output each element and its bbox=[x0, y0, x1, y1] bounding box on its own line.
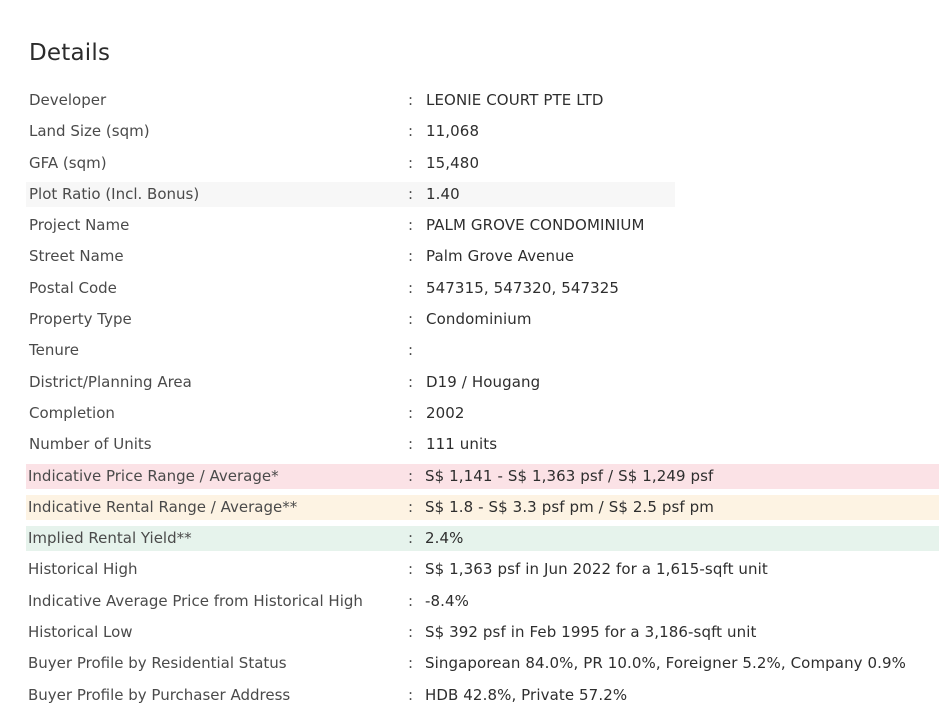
row-historical-low bbox=[0, 617, 943, 648]
row-label: Postal Code bbox=[29, 278, 117, 297]
row-label: Property Type bbox=[29, 310, 132, 329]
row-label: Land Size (sqm) bbox=[29, 122, 150, 141]
row-completion bbox=[0, 398, 943, 429]
row-separator: : bbox=[408, 466, 414, 485]
row-value: PALM GROVE CONDOMINIUM bbox=[426, 216, 645, 235]
row-number-of-units bbox=[0, 429, 943, 460]
row-label: Historical High bbox=[28, 560, 138, 579]
row-label: GFA (sqm) bbox=[29, 153, 107, 172]
row-indicative-rental bbox=[0, 492, 943, 523]
row-label: Developer bbox=[29, 91, 107, 109]
row-separator: : bbox=[408, 497, 414, 516]
row-value: 2.4% bbox=[425, 529, 464, 548]
row-separator: : bbox=[408, 529, 414, 548]
row-value: -8.4% bbox=[425, 591, 470, 610]
row-separator: : bbox=[408, 372, 414, 391]
row-value: Condominium bbox=[426, 310, 532, 329]
row-label: Street Name bbox=[29, 247, 124, 266]
row-implied-yield bbox=[0, 523, 943, 554]
row-separator: : bbox=[408, 654, 414, 673]
row-value: S$ 1,363 psf in Jun 2022 for a 1,615-sqft unit bbox=[425, 560, 768, 579]
row-property-type bbox=[0, 304, 943, 335]
row-separator: : bbox=[408, 216, 414, 235]
row-separator: : bbox=[408, 403, 414, 422]
details-table bbox=[0, 85, 943, 711]
row-developer bbox=[0, 85, 943, 116]
row-separator: : bbox=[408, 591, 414, 610]
row-value: S$ 1.8 - S$ 3.3 psf pm / S$ 2.5 psf pm bbox=[425, 497, 714, 516]
row-separator: : bbox=[408, 122, 414, 141]
row-value: HDB 42.8%, Private 57.2% bbox=[425, 685, 628, 704]
row-value: Palm Grove Avenue bbox=[426, 247, 575, 266]
row-value: 15,480 bbox=[426, 153, 480, 172]
row-gfa bbox=[0, 148, 943, 179]
row-value: Singaporean 84.0%, PR 10.0%, Foreigner 5.2%, Company 0.9% bbox=[425, 654, 907, 673]
row-label: Indicative Average Price from Historical High bbox=[28, 591, 363, 610]
row-label: Plot Ratio (Incl. Bonus) bbox=[29, 184, 200, 203]
row-district bbox=[0, 367, 943, 398]
row-separator: : bbox=[408, 341, 414, 360]
row-street-name bbox=[0, 241, 943, 272]
row-label: Tenure bbox=[29, 341, 79, 360]
row-value: 1.40 bbox=[426, 184, 460, 203]
row-avg-from-high bbox=[0, 586, 943, 617]
row-separator: : bbox=[408, 685, 414, 704]
row-separator: : bbox=[408, 91, 414, 109]
row-separator: : bbox=[408, 184, 414, 203]
row-label: Implied Rental Yield** bbox=[28, 529, 192, 548]
row-plot-ratio bbox=[0, 179, 943, 210]
row-label: Project Name bbox=[29, 216, 130, 235]
row-label: Historical Low bbox=[28, 623, 133, 642]
row-separator: : bbox=[408, 435, 414, 454]
row-historical-high bbox=[0, 554, 943, 585]
row-label: Completion bbox=[29, 403, 115, 422]
row-land-size bbox=[0, 116, 943, 147]
row-label: Buyer Profile by Purchaser Address bbox=[28, 685, 291, 704]
row-label: District/Planning Area bbox=[29, 372, 192, 391]
row-separator: : bbox=[408, 560, 414, 579]
row-value: S$ 392 psf in Feb 1995 for a 3,186-sqft unit bbox=[425, 623, 757, 642]
row-indicative-price bbox=[0, 461, 943, 492]
row-project-name bbox=[0, 210, 943, 241]
row-value: D19 / Hougang bbox=[426, 372, 541, 391]
row-value: LEONIE COURT PTE LTD bbox=[426, 91, 604, 109]
row-postal-code bbox=[0, 273, 943, 304]
row-label: Number of Units bbox=[29, 435, 152, 454]
row-separator: : bbox=[408, 247, 414, 266]
row-value: 11,068 bbox=[426, 122, 480, 141]
row-value: 111 units bbox=[426, 435, 498, 454]
row-value: 547315, 547320, 547325 bbox=[426, 278, 620, 297]
row-label: Buyer Profile by Residential Status bbox=[28, 654, 287, 673]
row-buyer-address bbox=[0, 680, 943, 711]
row-separator: : bbox=[408, 623, 414, 642]
row-label: Indicative Price Range / Average* bbox=[28, 466, 279, 485]
row-label: Indicative Rental Range / Average** bbox=[28, 497, 298, 516]
row-buyer-residential bbox=[0, 648, 943, 679]
row-value: 2002 bbox=[426, 403, 465, 422]
row-separator: : bbox=[408, 153, 414, 172]
row-separator: : bbox=[408, 278, 414, 297]
row-value: S$ 1,141 - S$ 1,363 psf / S$ 1,249 psf bbox=[425, 466, 714, 485]
row-separator: : bbox=[408, 310, 414, 329]
details-heading: Details bbox=[29, 40, 111, 66]
row-tenure bbox=[0, 335, 943, 366]
